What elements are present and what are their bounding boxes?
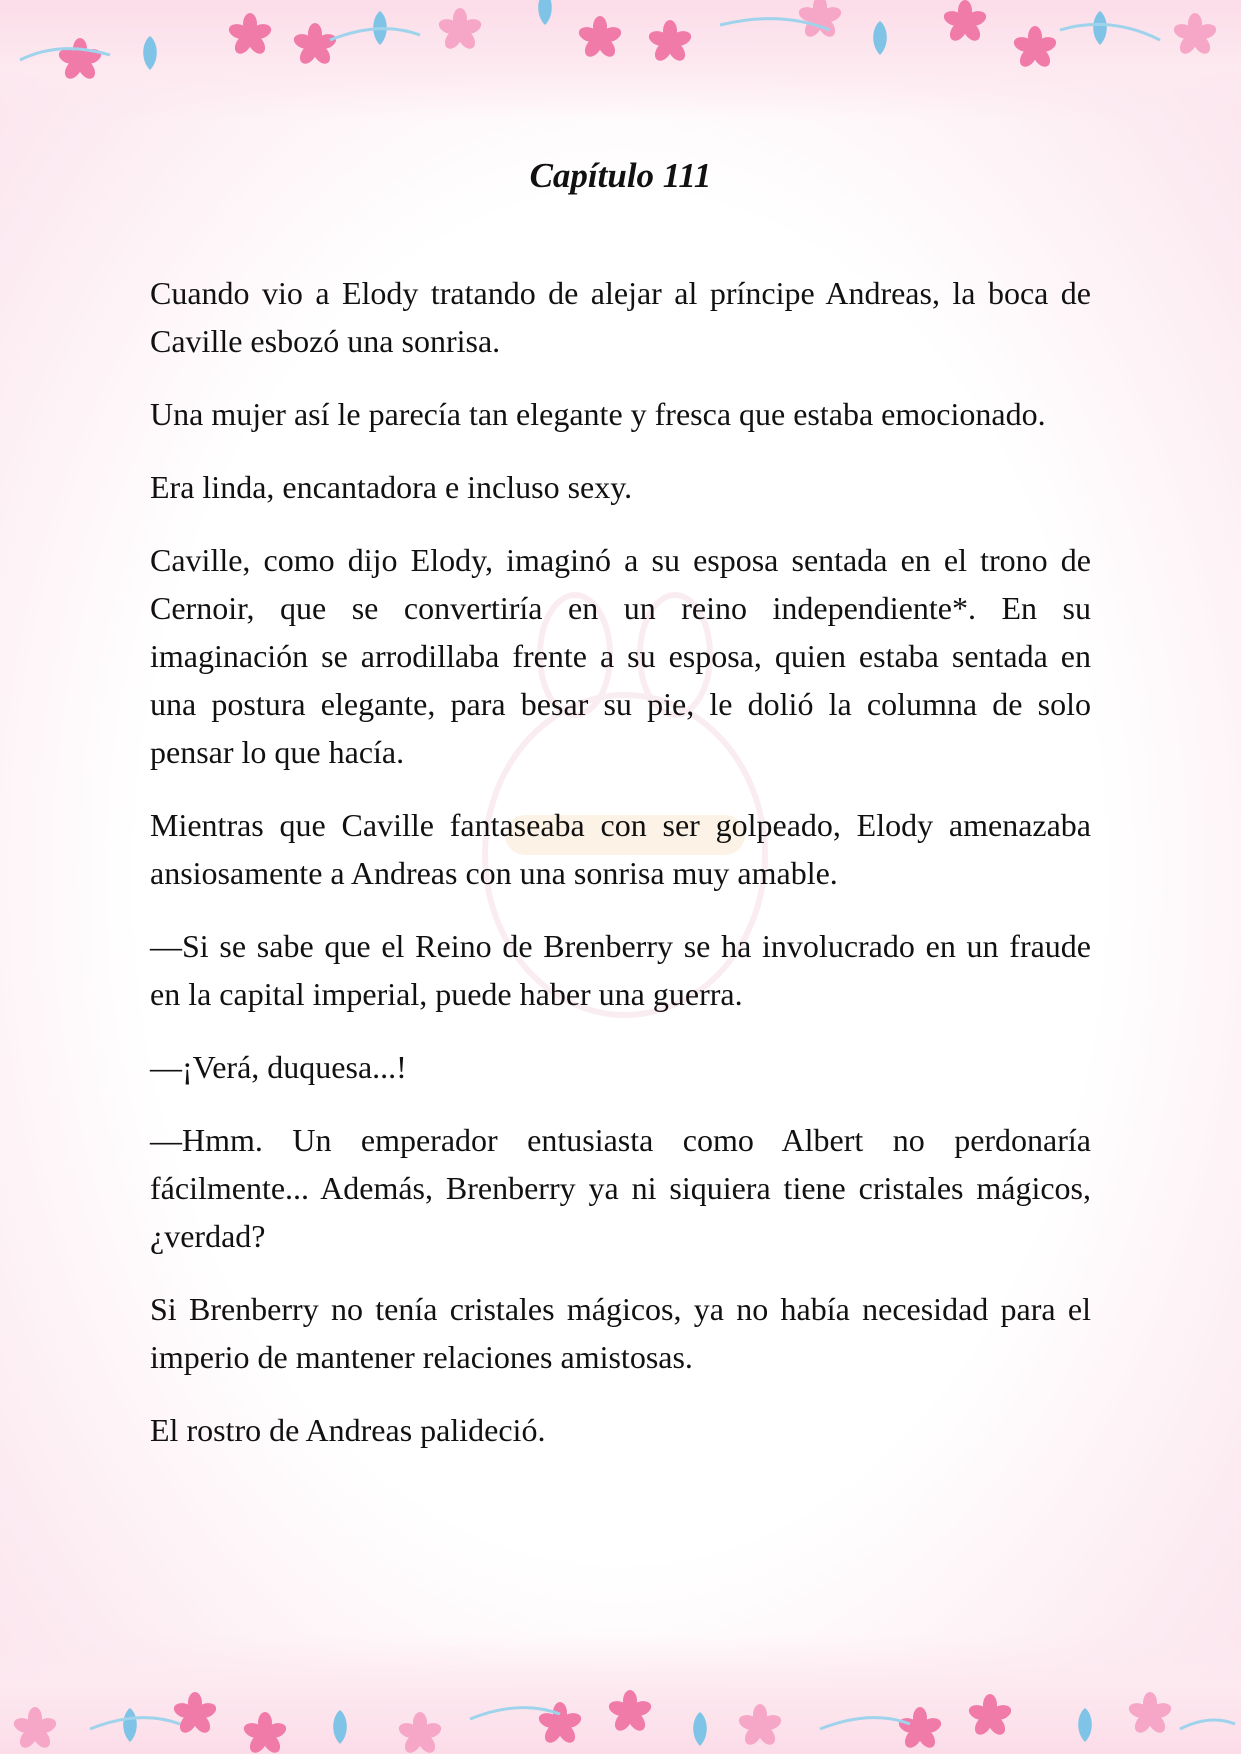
paragraph: Caville, como dijo Elody, imaginó a su esposa sentada en el trono de Cernoir, que se convertiría en un reino independiente*. En su imaginación se arrodillaba frente a su esposa, quien estaba sentada en una postura elegante, para besar su pie, le dolió la columna de solo pensar lo que hacía.: [150, 542, 1091, 770]
floral-border-bottom: [0, 1634, 1241, 1754]
chapter-title: Capítulo 111: [529, 156, 712, 195]
chapter-content: [150, 155, 1091, 1479]
paragraph: Cuando vio a Elody tratando de alejar al príncipe Andreas, la boca de Caville esbozó una sonrisa.: [150, 275, 1091, 359]
paragraph: Mientras que Caville fantaseaba con ser golpeado, Elody amenazaba ansiosamente a Andreas con una sonrisa muy amable.: [150, 807, 1091, 891]
paragraph: Una mujer así le parecía tan elegante y fresca que estaba emocionado.: [150, 396, 1046, 432]
flower-garland-top: [0, 0, 1241, 120]
paragraph: El rostro de Andreas palideció.: [150, 1412, 546, 1448]
paragraph: Era linda, encantadora e incluso sexy.: [150, 469, 633, 505]
paragraph: —Si se sabe que el Reino de Brenberry se ha involucrado en un fraude en la capital imperial, puede haber una guerra.: [150, 928, 1091, 1012]
paragraph: Si Brenberry no tenía cristales mágicos, ya no había necesidad para el imperio de mantener relaciones amistosas.: [150, 1291, 1091, 1375]
paragraph: —Hmm. Un emperador entusiasta como Albert no perdonaría fácilmente... Además, Brenberry ya ni siquiera tiene cristales mágicos, ¿verdad?: [150, 1122, 1091, 1254]
floral-border-top: [0, 0, 1241, 120]
paragraph: —¡Verá, duquesa...!: [150, 1049, 407, 1085]
flower-garland-bottom: [0, 1634, 1241, 1754]
